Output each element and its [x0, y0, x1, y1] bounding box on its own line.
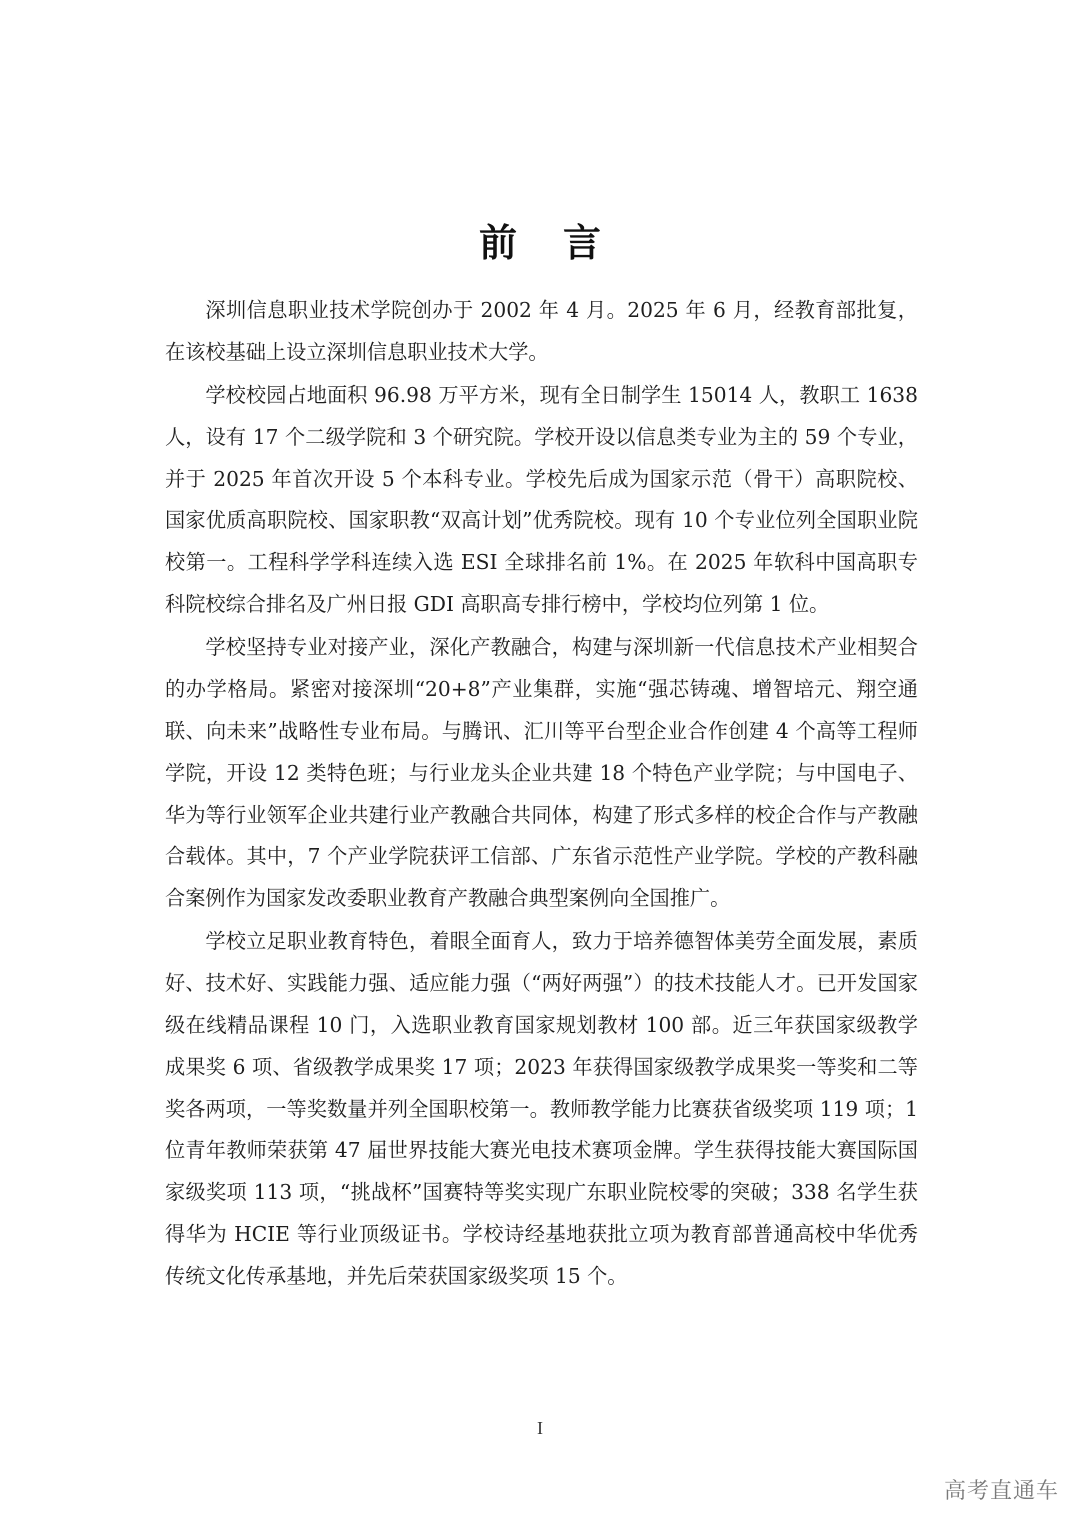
document-body: [165, 290, 918, 1299]
page-number: I: [537, 1418, 543, 1438]
paragraph-talent-cultivation: 学校立足职业教育特色，着眼全面育人，致力于培养德智体美劳全面发展，素质好、技术好、实践能力强、适应能力强（“两好两强”）的技术技能人才。已开发国家级在线精品课程 10 门，入选职业教育国家规划教材 100 部。近三年获国家级教学成果奖 6 项、省级教学成果奖 17 项；2023 年获得国家级教学成果奖一等奖和二等奖各两项，一等奖数量并列全国职校第一。教师教学能力比赛获省级奖项 119 项；1 位青年教师荣获第 47 届世界技能大赛光电技术赛项金牌。学生获得技能大赛国际国家级奖项 113 项，“挑战杯”国赛特等奖实现广东职业院校零的突破；338 名学生获得华为 HCIE 等行业顶级证书。学校诗经基地获批立项为教育部普通高校中华优秀传统文化传承基地，并先后荣获国家级奖项 15 个。: [165, 929, 918, 1288]
paragraph-founding: 深圳信息职业技术学院创办于 2002 年 4 月。2025 年 6 月，经教育部批复，在该校基础上设立深圳信息职业技术大学。: [165, 298, 918, 364]
page-title: 前言: [478, 220, 647, 266]
watermark-label: 高考直通车: [944, 1479, 1060, 1504]
paragraph-industry-integration: 学校坚持专业对接产业，深化产教融合，构建与深圳新一代信息技术产业相契合的办学格局。紧密对接深圳“20+8”产业集群，实施“强芯铸魂、增智培元、翔空通联、向未来”战略性专业布局。与腾讯、汇川等平台型企业合作创建 4 个高等工程师学院，开设 12 类特色班；与行业龙头企业共建 18 个特色产业学院；与中国电子、华为等行业领军企业共建行业产教融合共同体，构建了形式多样的校企合作与产教融合载体。其中，7 个产业学院获评工信部、广东省示范性产业学院。学校的产教科融合案例作为国家发改委职业教育产教融合典型案例向全国推广。: [165, 635, 918, 911]
paragraph-campus-overview: 学校校园占地面积 96.98 万平方米，现有全日制学生 15014 人，教职工 1638 人，设有 17 个二级学院和 3 个研究院。学校开设以信息类专业为主的 59 个专业，并于 2025 年首次开设 5 个本科专业。学校先后成为国家示范（骨干）高职院校、国家优质高职院校、国家职教“双高计划”优秀院校。现有 10 个专业位列全国职业院校第一。工程科学学科连续入选 ESI 全球排名前 1%。在 2025 年软科中国高职专科院校综合排名及广州日报 GDI 高职高专排行榜中，学校均位列第 1 位。: [165, 383, 918, 617]
